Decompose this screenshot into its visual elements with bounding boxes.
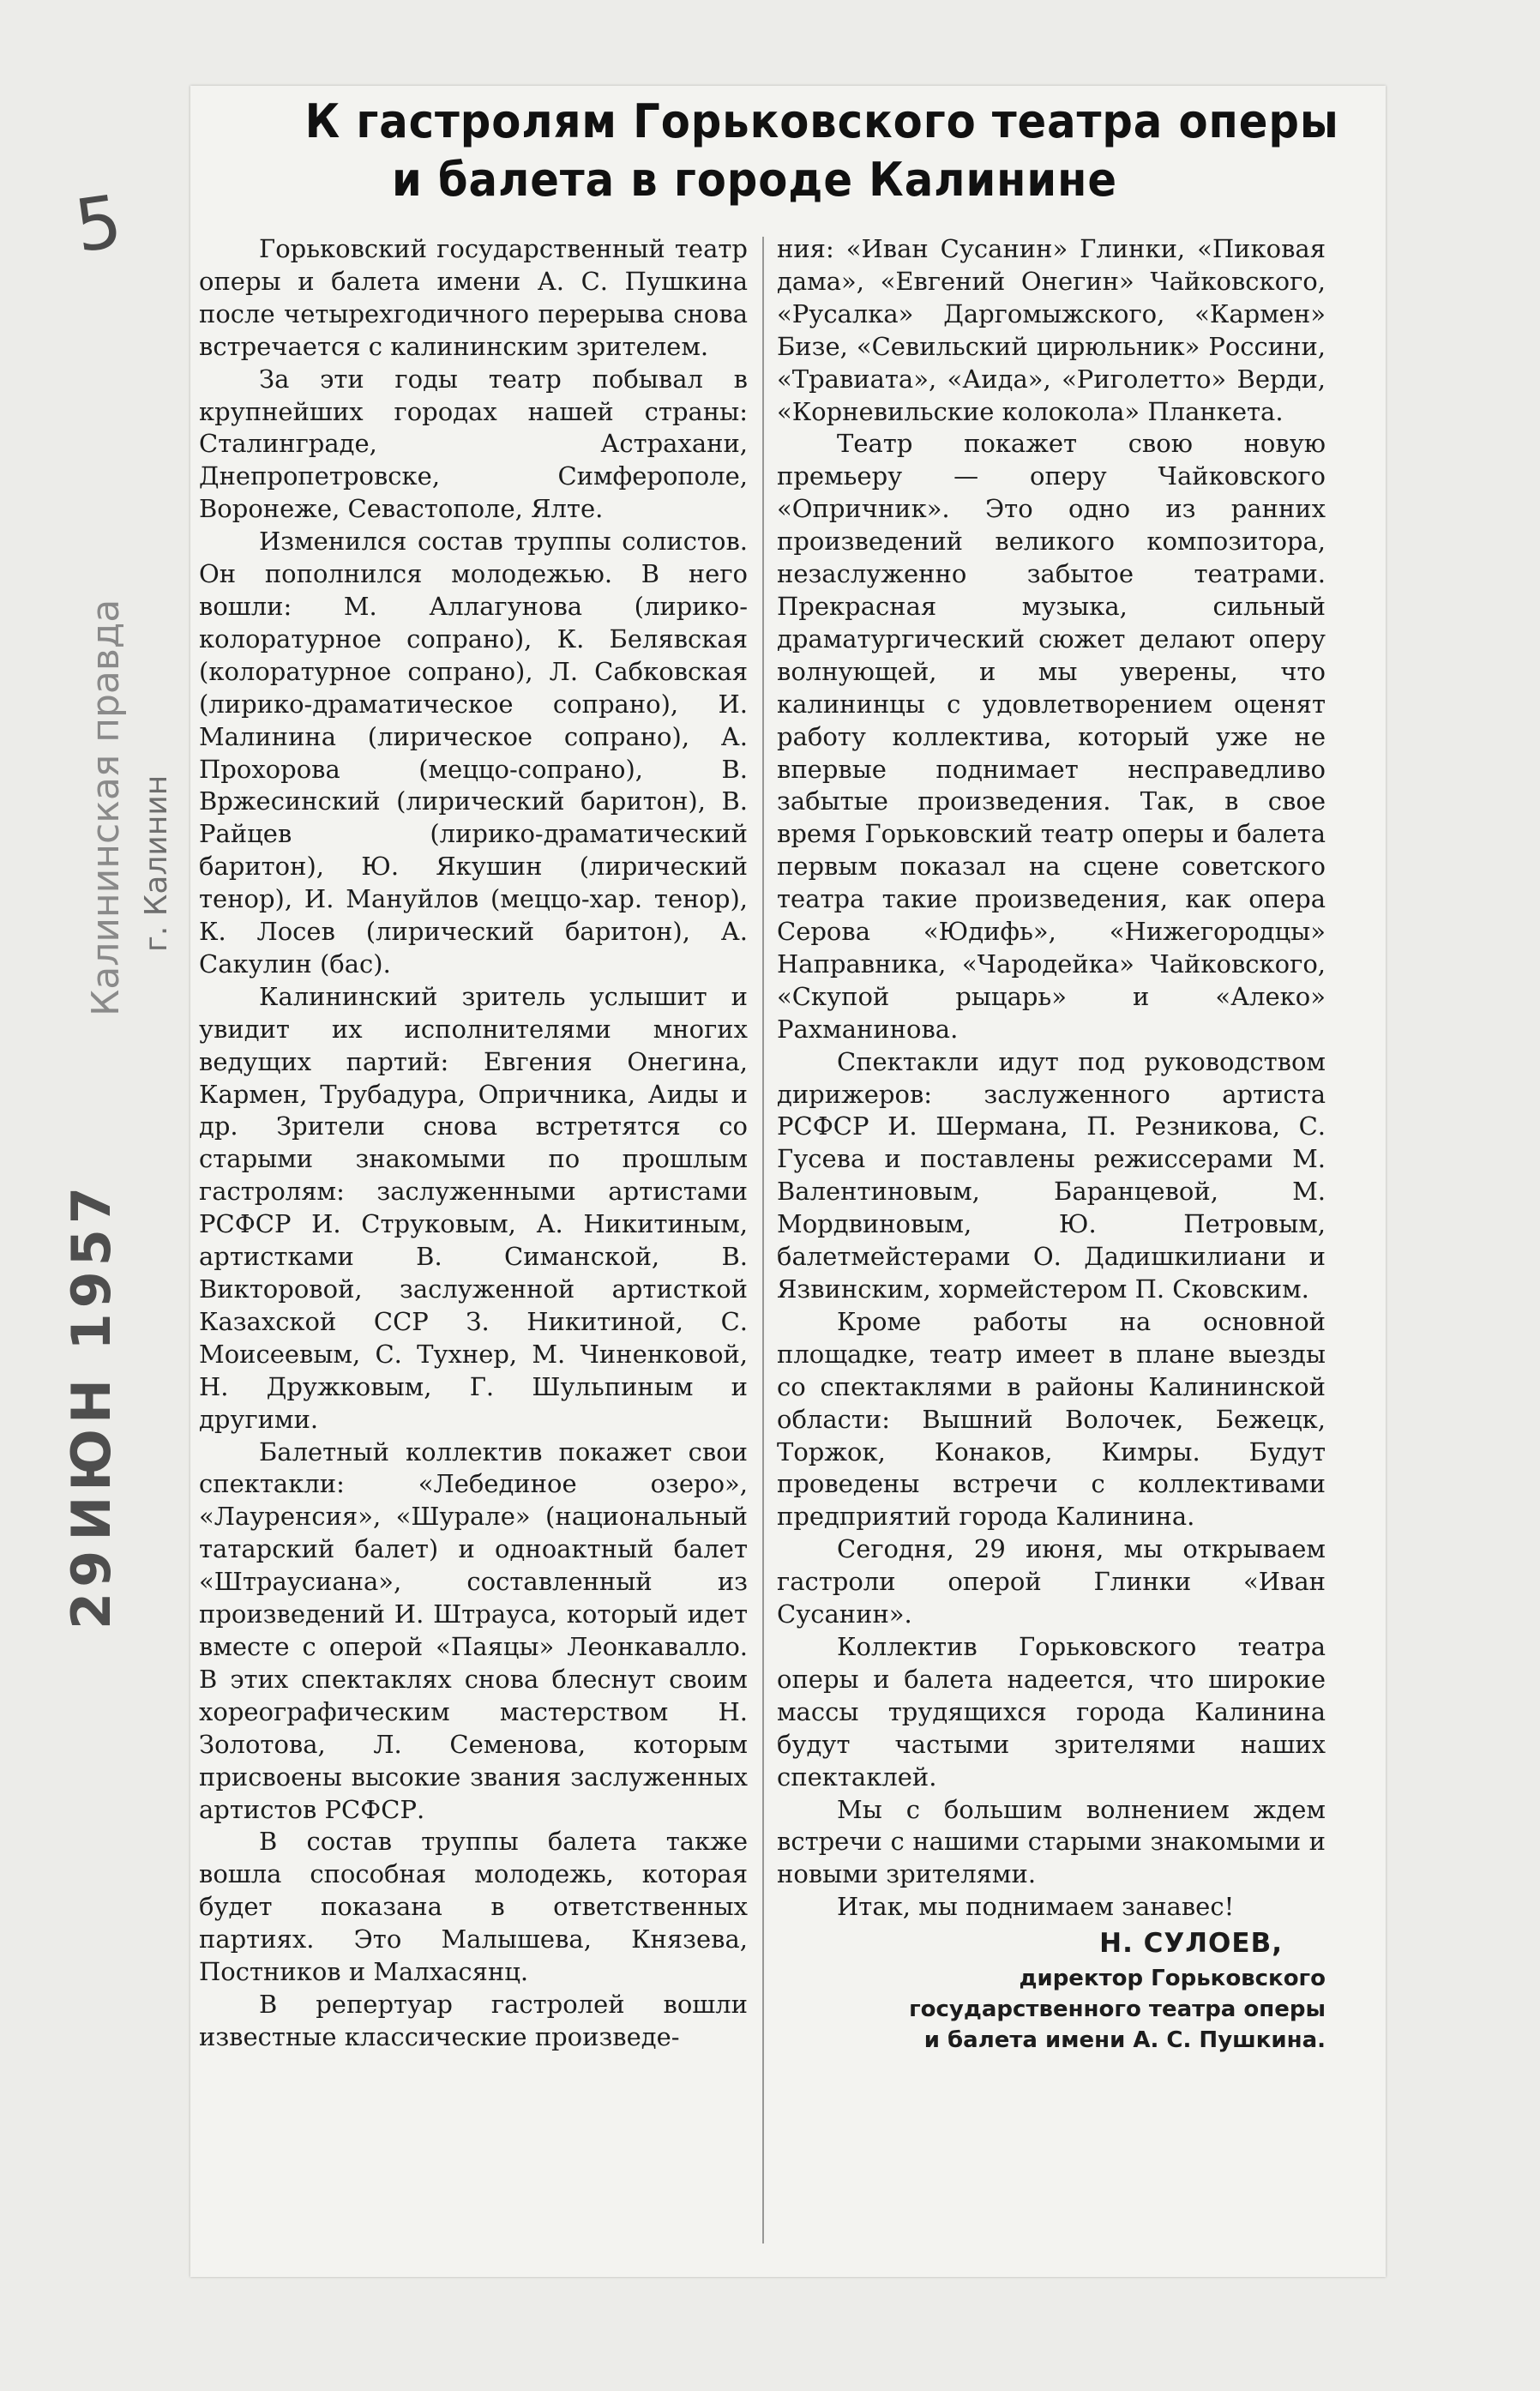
signature-role-line: государственного театра оперы	[909, 1997, 1326, 2023]
headline-line-1: К гастролям Горьковского театра оперы	[304, 94, 1339, 148]
signature-role-line: и балета имени А. С. Пушкина.	[923, 2027, 1326, 2054]
paragraph: Мы с большим волнением ждем встречи с нашими старыми знакомыми и новыми зрителями.	[777, 1794, 1326, 1889]
headline-line-2: и балета в городе Калинине	[391, 153, 1118, 207]
paragraph: Коллектив Горьковского театра оперы и балета надеется, что широкие массы трудящихся города Калинина будут частыми зрителями наших спектаклей.	[777, 1631, 1326, 1792]
paragraph: Сегодня, 29 июня, мы открываем гастроли оперой Глинки «Иван Сусанин».	[777, 1534, 1326, 1629]
paragraph: В репертуар гастролей вошли известные классические произведе-	[199, 1989, 748, 2051]
paragraph: Изменился состав труппы солистов. Он пополнился молодежью. В него вошли: М. Аллагунова (лирико-колоратурное сопрано), К. Белявская (колоратурное сопрано), Л. Сабковская (лирико-драматическое сопрано), И. Малинина (лирическое сопрано), А. Прохорова (меццо-сопрано), В. Вржесинский (лирический баритон), В. Райцев (лирико-драматический баритон), Ю. Якушин (лирический тенор), И. Мануйлов (меццо-хар. тенор), К. Лосев (лирический баритон), А. Сакулин (бас).	[199, 527, 748, 979]
paragraph: Калининский зритель услышит и увидит их исполнителями многих ведущих партий: Евгения Онегина, Кармен, Трубадура, Опричника, Аиды и др. Зрители снова встретятся со старыми знакомыми по прошлым гастролям: заслуженными артистами РСФСР И. Струковым, А. Никитиным, артистками В. Симанской, В. Викторовой, заслуженной артисткой Казахской ССР З. Никитиной, С. Моисеевым, С. Тухнер, М. Чиненковой, Н. Дружковым, Г. Шульпиным и другими.	[199, 981, 748, 1434]
handwritten-page-number: 5	[69, 178, 128, 269]
date-stamp-day: 29	[60, 1545, 123, 1629]
paragraph: Горьковский государственный театр оперы и балета имени А. С. Пушкина после четырехгодичного перерыва снова встречается с калининским зрителем.	[199, 234, 748, 361]
signature-role-line: директор Горьковского	[1019, 1966, 1326, 1992]
right-column	[777, 233, 1326, 2257]
left-column	[199, 233, 748, 2257]
newspaper-city-stamp: г. Калинин	[139, 774, 174, 952]
column-divider	[762, 237, 764, 2243]
paragraph: Балетный коллектив покажет свои спектакли: «Лебединое озеро», «Лауренсия», «Шурале» (национальный татарский балет) и одноактный балет «Штраусиана», составленный из произведений И. Штрауса, который идет вместе с оперой «Паяцы» Леонкавалло. В этих спектаклях снова блеснут своим хореографическим мастерством Н. Золотова, Л. Семенова, которым присвоены высокие звания заслуженных артистов РСФСР.	[199, 1436, 748, 1824]
paragraph: Кроме работы на основной площадке, театр имеет в плане выезды со спектаклями в районы Калининской области: Вышний Волочек, Бежецк, Торжок, Конаков, Кимры. Будут проведены встречи с коллективами предприятий города Калинина.	[777, 1306, 1326, 1532]
paragraph-continuation: ния: «Иван Сусанин» Глинки, «Пиковая дама», «Евгений Онегин» Чайковского, «Русалка» Даргомыжского, «Кармен» Бизе, «Севильский цирюльник» Россини, «Травиата», «Аида», «Риголетто» Верди, «Корневильские колокола» Планкета.	[777, 234, 1326, 426]
newspaper-name-stamp: Калининская правда	[84, 599, 128, 1016]
paragraph: Театр покажет свою новую премьеру — оперу Чайковского «Опричник». Это одно из ранних произведений великого композитора, незаслуженно забытое театрами. Прекрасная музыка, сильный драматургический сюжет делают оперу волнующей, и мы уверены, что калининцы с удовлетворением оценят работу коллектива, который уже не впервые поднимает несправедливо забытые произведения. Так, в свое время Горьковский театр оперы и балета первым показал на сцене советского театра такие произведения, как опера Серова «Юдифь», «Нижегородцы» Направника, «Чародейка» Чайковского, «Скупой рыцарь» и «Алеко» Рахманинова.	[777, 429, 1326, 1044]
article-headline	[304, 93, 1339, 209]
date-stamp-month-year: ИЮН 1957	[60, 1181, 123, 1541]
signature-name: Н. СУЛОЕВ,	[1099, 1928, 1283, 1960]
closing-line: Итак, мы поднимаем занавес!	[837, 1892, 1235, 1922]
paragraph: В состав труппы балета также вошла способная молодежь, которая будет показана в ответственных партиях. Это Малышева, Князева, Постников и Малхасянц.	[199, 1827, 748, 1987]
paragraph: За эти годы театр побывал в крупнейших городах нашей страны: Сталинграде, Астрахани, Днепропетровске, Симферополе, Воронеже, Севастополе, Ялте.	[199, 364, 748, 524]
paragraph: Спектакли идут под руководством дирижеров: заслуженного артиста РСФСР И. Шермана, П. Резникова, С. Гусева и поставлены режиссерами М. Валентиновым, Баранцевой, М. Мордвиновым, Ю. Петровым, балетмейстерами О. Дадишкилиани и Язвинским, хормейстером П. Сковским.	[777, 1046, 1326, 1304]
date-stamp	[60, 1012, 146, 1629]
